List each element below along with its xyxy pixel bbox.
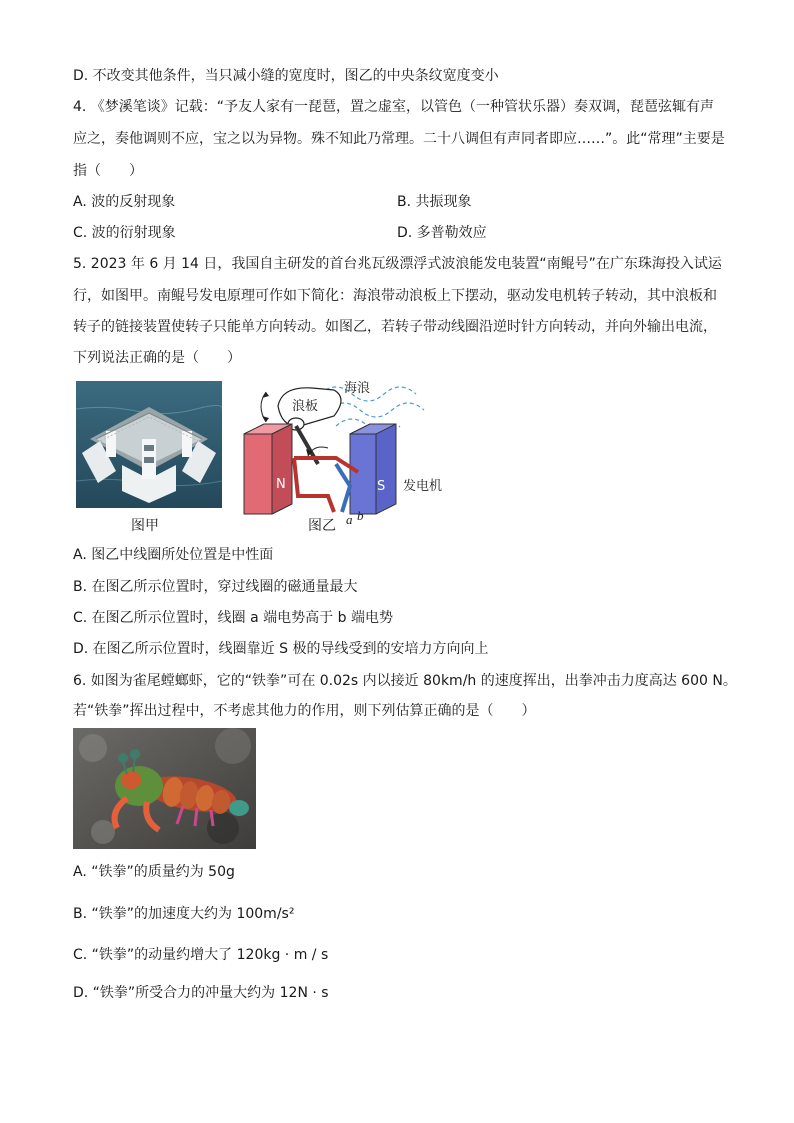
q3-option-d: D. 不改变其他条件，当只减小缝的宽度时，图乙的中央条纹宽度变小 [73,68,499,84]
label-b: b [357,508,364,523]
generator-diagram [238,376,468,536]
q5-option-c: C. 在图乙所示位置时，线圈 a 端电势高于 b 端电势 [73,610,393,626]
coil-red-wire [294,458,358,472]
q5-option-a: A. 图乙中线圈所处位置是中性面 [73,547,274,563]
q5-option-b: B. 在图乙所示位置时，穿过线圈的磁通量最大 [73,579,358,595]
q4-option-c: C. 波的衍射现象 [73,225,176,241]
q6-stem-line-2: 若“铁拳”挥出过程中，不考虑其他力的作用，则下列估算正确的是（ ） [73,703,536,719]
wave-line-2 [328,403,424,417]
q4-stem-line-3: 指（ ） [73,163,143,179]
q6-option-a: A. “铁拳”的质量约为 50g [73,864,235,880]
label-s: S [377,479,386,494]
label-plate: 浪板 [292,399,319,414]
q4-option-a: A. 波的反射现象 [73,194,176,210]
figure-b-caption: 图乙 [308,518,336,534]
q6-option-d: D. “铁拳”所受合力的冲量大约为 12N · s [73,985,329,1001]
label-a: a [346,512,353,527]
q6-option-c: C. “铁拳”的动量约增大了 120kg · m / s [73,947,329,963]
q6-option-b: B. “铁拳”的加速度大约为 100m/s² [73,906,295,922]
q4-option-b: B. 共振现象 [397,194,472,210]
q4-stem-line-2: 应之，奏他调则不应，宝之以为异物。殊不知此乃常理。二十八调但有声同者即应……”。此“常理”主要是 [73,131,725,147]
label-wave: 海浪 [344,381,371,396]
mantis-shrimp-photo [73,728,256,849]
figure-a-caption: 图甲 [131,518,159,534]
label-n: N [276,477,286,492]
label-generator: 发电机 [403,479,443,494]
coil-blue-wire [336,464,350,512]
q5-stem-line-4: 下列说法正确的是（ ） [73,350,241,366]
q5-stem-line-2: 行，如图甲。南鲲号发电原理可作如下简化：海浪带动浪板上下摆动，驱动发电机转子转动，其中浪板和 [73,288,717,304]
q4-stem-line-1: 4. 《梦溪笔谈》记载：“予友人家有一琵琶，置之虚室，以管色（一种管状乐器）奏双调，琵琶弦辄有声 [73,99,715,115]
q4-option-d: D. 多普勒效应 [397,225,487,241]
q6-stem-line-1: 6. 如图为雀尾螳螂虾，它的“铁拳”可在 0.02s 内以接近 80km/h 的速度挥出，出拳冲击力度高达 600 N。 [73,673,737,689]
q5-stem-line-1: 5. 2023 年 6 月 14 日，我国自主研发的首台兆瓦级漂浮式波浪能发电装置“南鲲号”在广东珠海投入试运 [73,256,722,272]
q5-stem-line-3: 转子的链接装置使转子只能单方向转动。如图乙，若转子带动线圈沿逆时针方向转动，并向外输出电流， [73,319,717,335]
wave-energy-platform-photo [76,381,222,508]
q5-option-d: D. 在图乙所示位置时，线圈靠近 S 极的导线受到的安培力方向向上 [73,641,489,657]
